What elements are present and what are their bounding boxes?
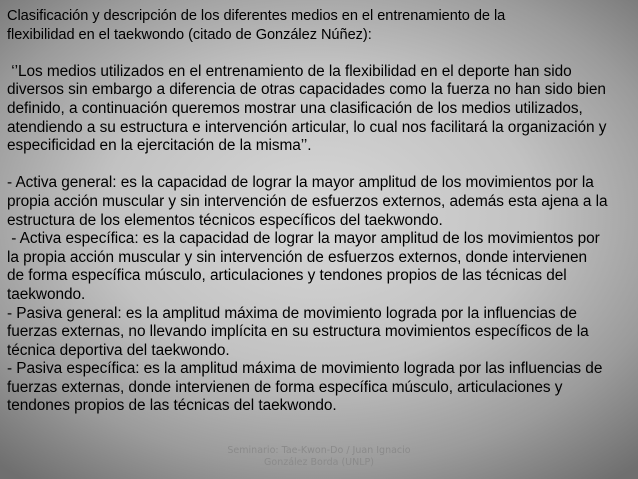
footer-line-1: Seminario: Tae-Kwon-Do / Juan Ignacio [227,445,411,456]
body-line-4: - Activa específica: es la capacidad de lograr la mayor amplitud de los movimientos por [7,230,600,248]
body-line-2: propia acción muscular y sin intervención de esfuerzos externos, además esta ajena a la [7,192,608,210]
slide-footer [0,445,638,469]
spacer [7,156,633,175]
body-line-8: - Pasiva general: es la amplitud máxima de movimiento lograda por la influencias de [7,304,577,322]
body-line-13: tendones propios de las técnicas del taekwondo. [7,397,337,415]
quote-line-4: atendiendo a su estructura e intervención articular, lo cual nos facilitará la organización y [7,118,607,136]
quote-line-2: diversos sin embargo a diferencia de otras capacidades como la fuerza no han sido bien [7,81,606,99]
quote-line-5: especificidad en la ejercitación de la misma’’. [7,137,312,155]
body-line-7: taekwondo. [7,285,86,303]
spacer [7,44,633,63]
body-line-1: - Activa general: es la capacidad de lograr la mayor amplitud de los movimientos por la [7,174,594,192]
body-line-5: la propia acción muscular y sin intervención de esfuerzos externos, donde intervienen [7,248,588,266]
slide-title-line-1: Clasificación y descripción de los diferentes medios en el entrenamiento de la [7,8,506,24]
body-line-11: - Pasiva específica: es la amplitud máxima de movimiento lograda por las influencias de [7,360,603,378]
body-line-10: técnica deportiva del taekwondo. [7,341,230,359]
footer-line-2: González Borda (UNLP) [264,457,374,468]
body-line-12: fuerzas externas, donde intervienen de forma específica músculo, articulaciones y [7,378,563,396]
slide-title-line-2: flexibilidad en el taekwondo (citado de González Núñez): [7,26,372,43]
body-line-6: de forma específica músculo, articulaciones y tendones propios de las técnicas del [7,267,567,285]
quote-line-3: definido, a continuación queremos mostrar una clasificación de los medios utilizados, [7,99,583,117]
body-line-3: estructura de los elementos técnicos específicos del taekwondo. [7,211,443,229]
quote-line-1: ‘’Los medios utilizados en el entrenamiento de la flexibilidad en el deporte han sido [7,62,572,80]
body-line-9: fuerzas externas, no llevando implícita en su estructura movimientos específicos de la [7,323,589,341]
slide-content [7,7,633,416]
